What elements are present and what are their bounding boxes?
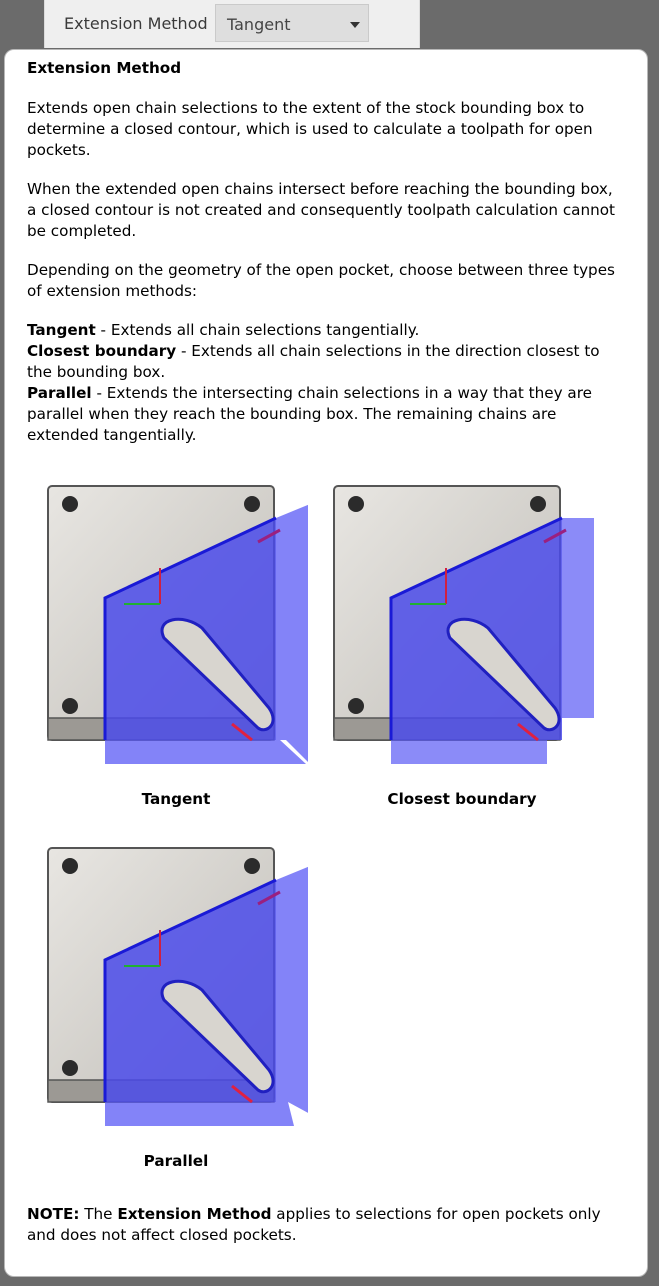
figure-caption: Closest boundary [387,790,537,808]
tooltip-note: NOTE: The Extension Method applies to selections for open pockets only and does not affect closed pockets. [27,1205,601,1244]
figure-tangent [44,478,308,808]
extension-method-row [44,0,420,48]
tooltip-title: Extension Method [27,59,182,77]
tooltip-paragraph: Depending on the geometry of the open pocket, choose between three types of extension methods: [27,261,615,300]
tangent-illustration [44,478,308,768]
figure-parallel [44,840,308,1170]
method-definitions [27,320,624,446]
definition-closest-boundary: Closest boundary - Extends all chain selections in the direction closest to the bounding box. [27,342,600,381]
extension-method-selected-value: Tangent [227,15,291,34]
definition-tangent: Tangent - Extends all chain selections tangentially. [27,321,420,339]
tooltip-paragraph: Extends open chain selections to the extent of the stock bounding box to determine a closed contour, which is used to calculate a toolpath for open pockets. [27,99,593,159]
note-term: Extension Method [117,1205,272,1223]
note-label: NOTE: [27,1205,80,1223]
figure-caption: Tangent [141,790,211,808]
definition-parallel: Parallel - Extends the intersecting chain selections in a way that they are parallel when they reach the bounding box. The remaining chains are extended tangentially. [27,384,592,444]
extension-method-dropdown[interactable] [215,4,369,42]
extension-method-label: Extension Method [64,14,208,33]
chevron-down-icon [350,22,360,28]
parallel-illustration [44,840,308,1130]
closest-boundary-illustration [330,478,594,768]
figure-closest-boundary [330,478,594,808]
tooltip-paragraph: When the extended open chains intersect before reaching the bounding box, a closed contour is not created and consequently toolpath calculation cannot be completed. [27,180,615,240]
figure-caption: Parallel [143,1152,209,1170]
